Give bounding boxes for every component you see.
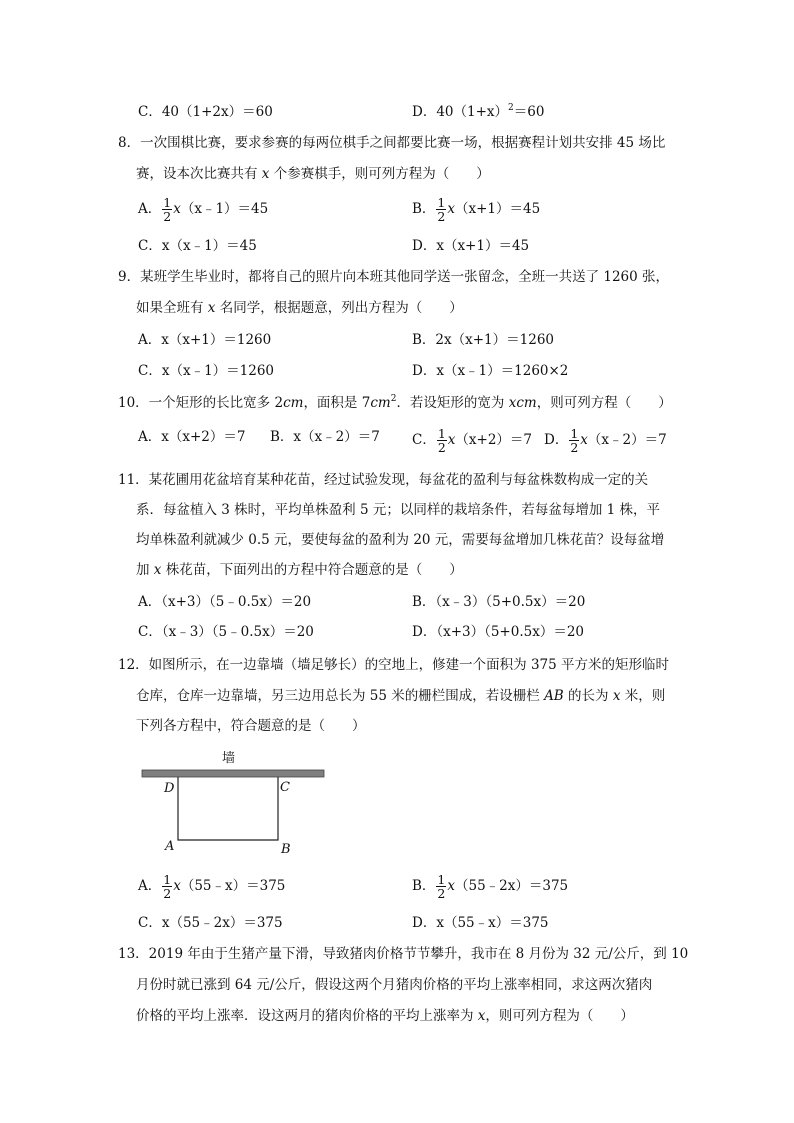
option-text: x（x﹣1）＝1260×2 [436, 363, 569, 379]
option-text: x（x﹣2）＝7 [293, 429, 380, 445]
warehouse-figure [140, 748, 330, 860]
option-label: A． [138, 201, 162, 217]
q10-option-d: D． $\frac{1}{2}$ x（x﹣2）＝7 [544, 426, 667, 455]
q9-option-c [138, 361, 274, 381]
q11-option-a [138, 592, 311, 612]
q12-stem-line1: 12．如图所示，在一边靠墙（墙足够长）的空地上，修建一个面积为 375 平方米的矩形临时 [118, 657, 670, 673]
option-text: x（x+1）＝45 [436, 238, 530, 254]
point-a-label: A [165, 839, 175, 854]
variable: x [477, 1008, 486, 1024]
q12-stem-line3: 下列各方程中，符合题意的是（ ） [136, 718, 366, 734]
q11-stem-line2: 系．每盆植入 3 株时，平均单株盈利 5 元；以同样的栽培条件，若每盆每增加 1 株，平 [136, 502, 661, 518]
option-label: B． [270, 429, 294, 445]
q7-option-c [138, 102, 273, 122]
q9-option-d [412, 361, 568, 381]
q12-option-b: B． $\frac{1}{2}$ x（55﹣2x）＝375 [412, 872, 569, 901]
point-d-label: D [164, 781, 175, 796]
wall-label: 墙 [222, 751, 236, 766]
fraction: $\frac{1}{2}$ [437, 195, 446, 224]
q13-stem-line3: 价格的平均上涨率．设这两月的猪肉价格的平均上涨率为 x，则可列方程为（ ） [136, 1008, 634, 1024]
option-text: （x+1）＝45 [455, 201, 541, 217]
option-text: （55﹣2x）＝375 [455, 878, 569, 894]
q10-option-b [270, 427, 380, 447]
q11-stem-line3: 均单株盈利就减少 0.5 元，要使每盆的盈利为 20 元，需要每盆增加几株花苗？设每盆增 [136, 532, 665, 548]
option-label: D． [412, 238, 437, 254]
q11-stem-line4: 加 x 株花苗，下面列出的方程中符合题意的是（ ） [136, 562, 463, 578]
option-label: D． [412, 915, 437, 931]
option-label: C． [138, 238, 162, 254]
option-label: C． [412, 432, 436, 448]
q9-option-b [412, 330, 554, 350]
option-text: x（x+2）＝7 [161, 429, 246, 445]
option-text: ＝60 [513, 104, 545, 120]
q8-option-d [412, 236, 529, 256]
q11-option-c [138, 622, 314, 642]
q11-option-b [412, 592, 585, 612]
q9-stem-line2: 如果全班有 x 名同学，根据题意，列出方程为（ ） [136, 300, 463, 316]
wall-bar [142, 770, 324, 777]
option-label: B． [412, 878, 436, 894]
q12-stem-line2: 仓库，仓库一边靠墙，另三边用总长为 55 米的栅栏围成，若设栅栏 AB 的长为 x 米，则 [136, 688, 666, 704]
option-label: C． [138, 363, 162, 379]
q13-stem-line2: 月份时就已涨到 64 元/公斤，假设这两个月猪肉价格的平均上涨率相同，求这两次猪肉 [136, 977, 653, 993]
option-text: （x﹣3）（5﹣0.5x）＝20 [161, 624, 314, 640]
variable: xcm [508, 395, 537, 411]
option-text: （x+2）＝7 [455, 432, 533, 448]
variable: x [207, 300, 216, 316]
option-label: A． [138, 429, 162, 445]
variable: x [261, 166, 270, 182]
fraction: $\frac{1}{2}$ [163, 872, 172, 901]
option-text: （x+3）（5﹣0.5x）＝20 [161, 594, 312, 610]
option-label: B． [412, 201, 436, 217]
option-text: （x+3）（5+0.5x）＝20 [436, 624, 585, 640]
q10-option-a [138, 427, 245, 447]
q8-option-c [138, 236, 257, 256]
option-label: C． [138, 915, 162, 931]
option-label: D． [544, 432, 569, 448]
q9-option-a [138, 330, 271, 350]
option-text: x（55﹣2x）＝375 [161, 915, 283, 931]
option-text: （55﹣x）＝375 [180, 878, 286, 894]
option-text: 40（1+2x）＝60 [161, 104, 273, 120]
option-text: 2x（x+1）＝1260 [435, 332, 554, 348]
fraction: $\frac{1}{2}$ [437, 426, 446, 455]
option-label: D． [412, 624, 437, 640]
option-label: A． [138, 878, 162, 894]
exponent: 2 [508, 103, 514, 113]
option-label: D． [412, 104, 437, 120]
variable: x [612, 688, 621, 704]
option-label: A． [138, 332, 162, 348]
variable: x [153, 562, 162, 578]
q12-option-a: A． $\frac{1}{2}$ x（55﹣x）＝375 [138, 872, 286, 901]
option-text: x（x﹣1）＝45 [161, 238, 257, 254]
option-text: （x﹣2）＝7 [587, 432, 667, 448]
option-label: B． [412, 594, 436, 610]
option-text: （x﹣1）＝45 [180, 201, 269, 217]
q10-option-c: C． $\frac{1}{2}$ x（x+2）＝7 [412, 426, 533, 455]
q11-stem-line1: 11．某花圃用花盆培育某种花苗，经过试验发现，每盆花的盈利与每盆株数构成一定的关 [118, 472, 649, 488]
option-label: A． [138, 594, 162, 610]
option-text: x（x﹣1）＝1260 [161, 363, 275, 379]
q9-stem-line1: 9．某班学生毕业时，都将自己的照片向本班其他同学送一张留念，全班一共送了 1260 张， [118, 269, 670, 285]
point-c-label: C [280, 780, 290, 795]
option-text: x（55﹣x）＝375 [436, 915, 549, 931]
fraction: $\frac{1}{2}$ [163, 195, 172, 224]
q8-option-b: B． $\frac{1}{2}$ x（x+1）＝45 [412, 195, 541, 224]
option-text: 40（1+x） [436, 104, 509, 120]
q11-option-d [412, 622, 584, 642]
fraction: $\frac{1}{2}$ [570, 426, 579, 455]
q13-stem-line1: 13．2019 年由于生猪产量下滑，导致猪肉价格节节攀升，我市在 8 月份为 32 元/公斤，到 10 [118, 946, 689, 962]
option-label: B． [412, 332, 436, 348]
q12-option-d [412, 913, 549, 933]
q12-option-c [138, 913, 283, 933]
fence-rectangle [178, 777, 278, 840]
option-text: x（x+1）＝1260 [161, 332, 272, 348]
q8-stem-line2: 赛，设本次比赛共有 x 个参赛棋手，则可列方程为（ ） [136, 166, 490, 182]
point-b-label: B [281, 842, 291, 857]
fraction: $\frac{1}{2}$ [437, 872, 446, 901]
exponent: 2 [390, 394, 397, 404]
option-label: D． [412, 363, 437, 379]
q10-stem: 10．一个矩形的长比宽多 2cm，面积是 $7cm^2$．若设矩形的宽为 xcm，则可列方程（ ） [118, 394, 672, 411]
option-label: C． [138, 104, 162, 120]
q7-option-d [412, 102, 544, 122]
option-label: C． [138, 624, 162, 640]
q8-stem-line1: 8．一次围棋比赛，要求参赛的每两位棋手之间都要比赛一场，根据赛程计划共安排 45 场比 [118, 135, 666, 151]
option-text: （x﹣3）（5+0.5x）＝20 [435, 594, 586, 610]
q8-option-a: A． $\frac{1}{2}$ x（x﹣1）＝45 [138, 195, 269, 224]
